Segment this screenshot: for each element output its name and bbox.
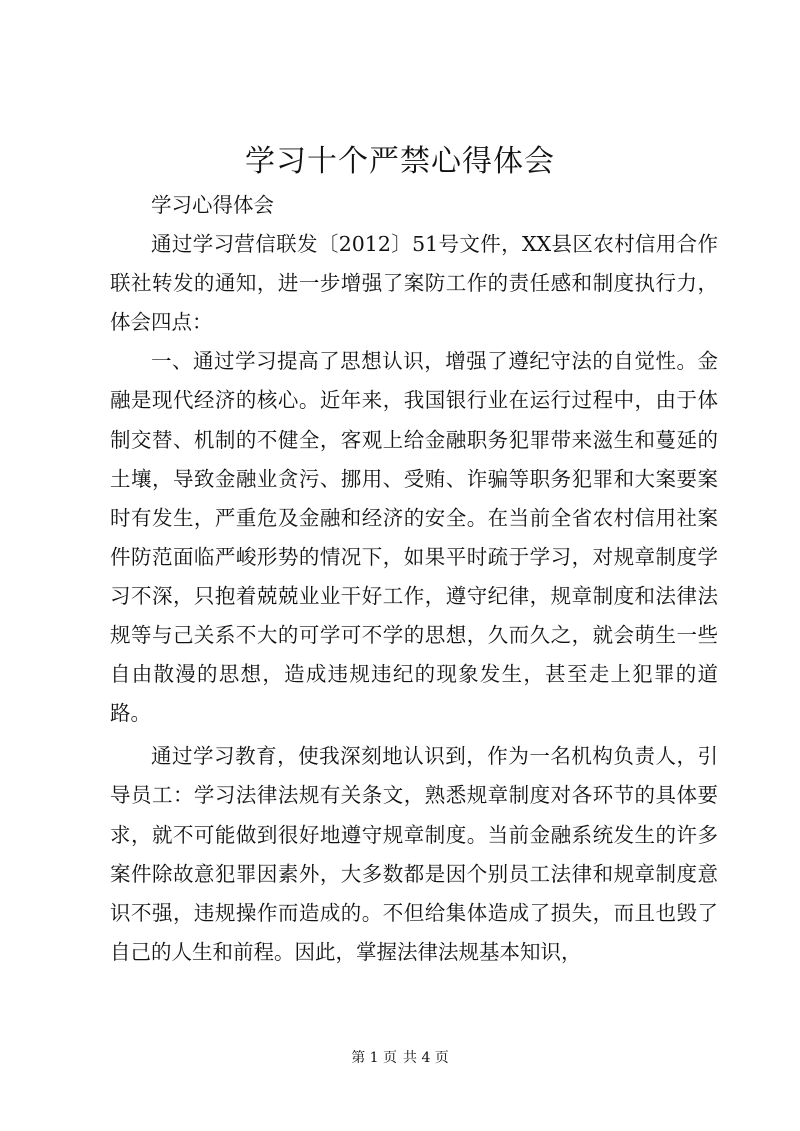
paragraph-intro: 通过学习营信联发〔2012〕51号文件，XX县区农村信用合作联社转发的通知，进一步增强了案防工作的责任感和制度执行力，体会四点： [110, 232, 718, 335]
page-total: 共 4 页 [403, 1050, 449, 1066]
paragraph-point-one: 一、通过学习提高了思想认识，增强了遵纪守法的自觉性。金融是现代经济的核心。近年来，我国银行业在运行过程中，由于体制交替、机制的不健全，客观上给金融职务犯罪带来滋生和蔓延的土壤，导致金融业贪污、挪用、受贿、诈骗等职务犯罪和大案要案时有发生，严重危及金融和经济的安全。在当前全省农村信用社案件防范面临严峻形势的情况下，如果平时疏于学习，对规章制度学习不深，只抱着兢兢业业干好工作，遵守纪律，规章制度和法律法规等与己关系不大的可学可不学的思想，久而久之，就会萌生一些自由散漫的思想，造成违规违纪的现象发生，甚至走上犯罪的道路。 [110, 349, 718, 726]
document-body [110, 186, 718, 972]
page-footer [0, 1048, 800, 1068]
paragraph-education: 通过学习教育，使我深刻地认识到，作为一名机构负责人，引导员工：学习法律法规有关条文，熟悉规章制度对各环节的具体要求，就不可能做到很好地遵守规章制度。当前金融系统发生的许多案件除故意犯罪因素外，大多数都是因个别员工法律和规章制度意识不强，违规操作而造成的。不但给集体造成了损失，而且也毁了自己的人生和前程。因此，掌握法律法规基本知识， [110, 744, 718, 964]
document-title: 学习十个严禁心得体会 [245, 144, 555, 179]
page-number: 第 1 页 [351, 1050, 397, 1066]
paragraph-subtitle: 学习心得体会 [151, 193, 274, 217]
